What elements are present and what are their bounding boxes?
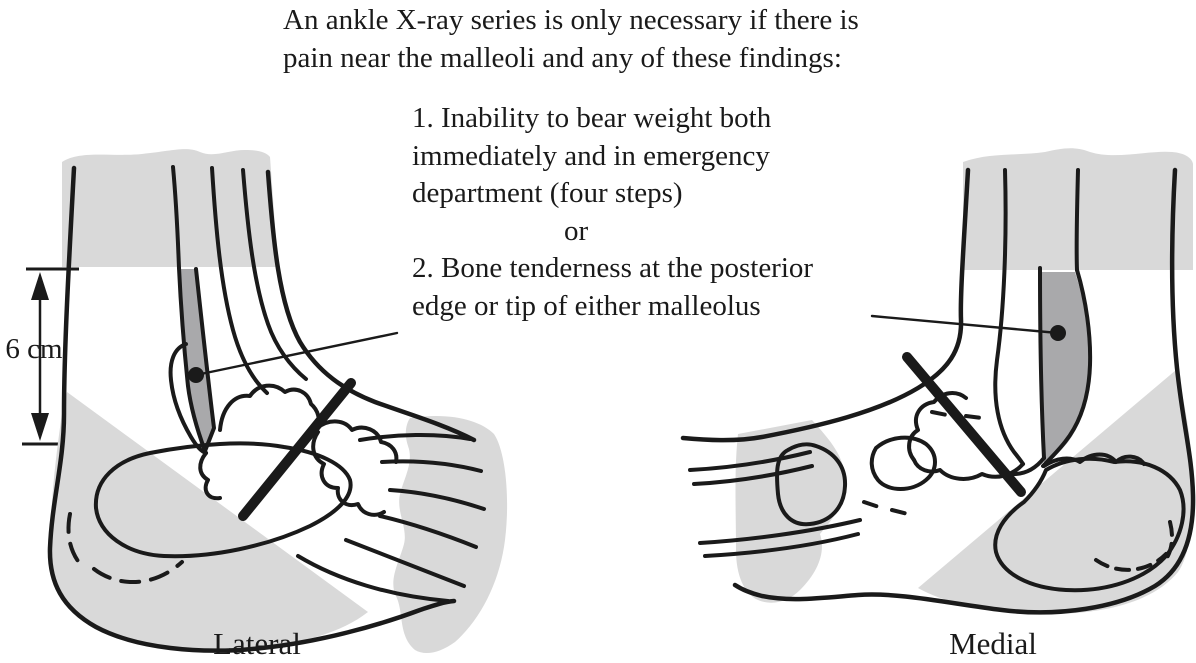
criteria-list [412,100,932,326]
criterion-1-line-2: immediately and in emergency [412,139,770,172]
medial-bone-dashed-contour [864,502,882,508]
medial-bone-dashed-contour [966,416,982,418]
lateral-view-label: Lateral [213,626,301,661]
measurement-label: 6 cm [5,333,63,365]
medial-tenderness-dot [1050,325,1066,341]
criterion-2-line-1: 2. Bone tenderness at the posterior [412,252,814,285]
medial-view-label: Medial [949,626,1037,661]
lateral-talus-outline [220,386,319,430]
figure-heading [283,2,943,77]
heading-line-1: An ankle X-ray series is only necessary if there is [283,4,859,36]
criterion-1-line-1: 1. Inability to bear weight both [412,102,772,134]
measurement-arrow-down-icon [31,413,49,441]
criterion-1-line-3: department (four steps) [412,177,683,210]
measurement-arrow-up-icon [31,272,49,300]
lateral-bone-outline [317,421,396,462]
lateral-midfoot-zone-line [243,383,351,516]
medial-talus-outline [909,393,966,460]
criterion-2-line-2: edge or tip of either malleolus [412,289,761,322]
medial-bone-dashed-contour [892,510,908,514]
medial-navicular-outline [872,438,935,489]
heading-line-2: pain near the malleoli and any of these findings: [283,41,842,74]
medial-tendon-line [1077,170,1078,270]
criteria-connector: or [564,214,589,247]
lateral-toe-zone-shading [393,416,507,653]
lateral-bone-outline [200,453,220,498]
lateral-tenderness-dot [188,367,204,383]
